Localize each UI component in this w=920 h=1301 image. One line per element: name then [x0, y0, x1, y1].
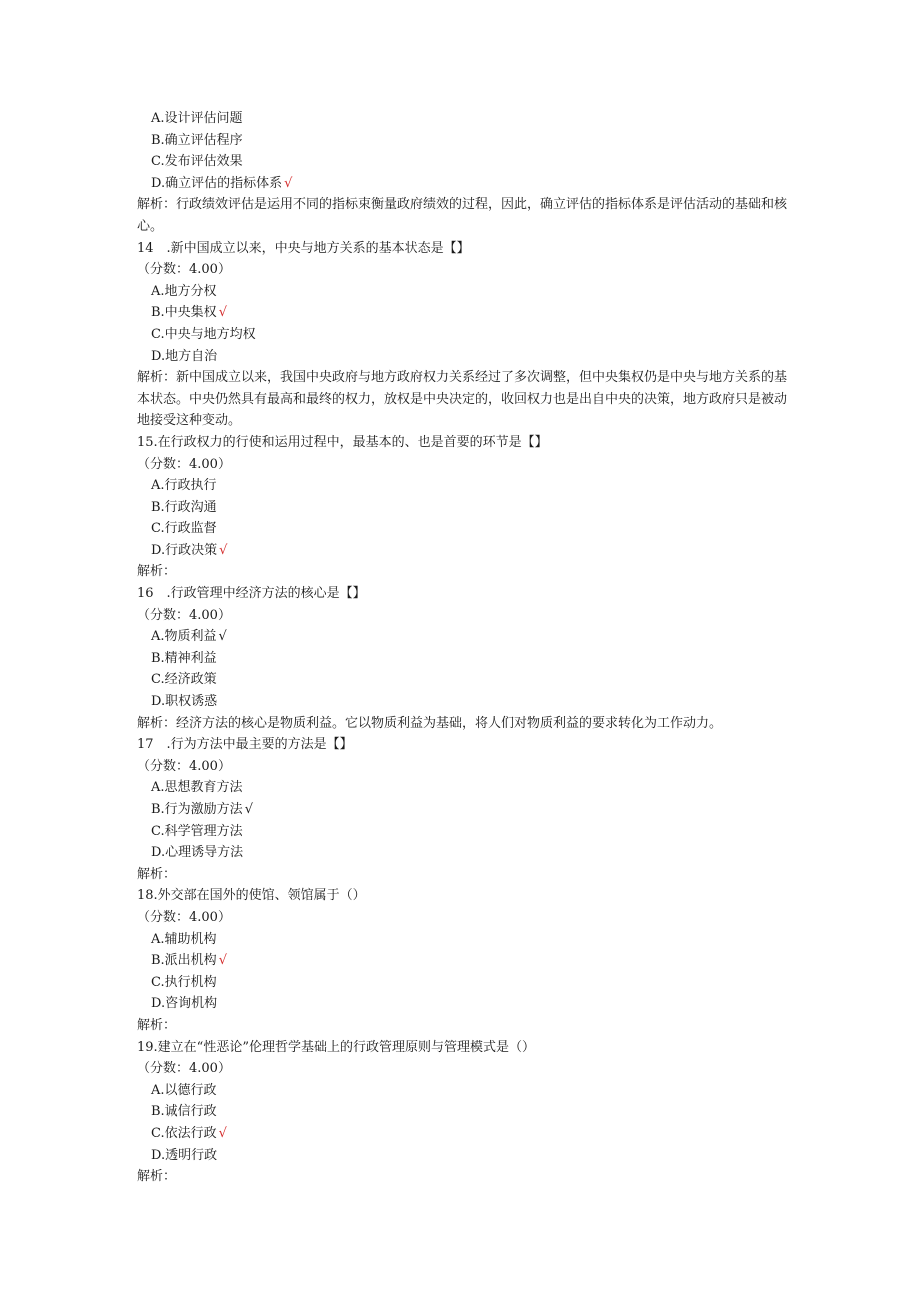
option-a: A.以德行政 — [151, 1082, 217, 1098]
question-16 — [137, 583, 787, 734]
question-title: 19.建立在“性恶论”伦理哲学基础上的行政管理原则与管理模式是（） — [137, 1039, 535, 1055]
option-b: B.中央集权 √ — [151, 305, 227, 321]
option-c: C.发布评估效果 — [151, 154, 243, 170]
analysis-text: 解析： — [137, 1169, 177, 1185]
question-title: 18.外交部在国外的使馆、领馆属于（） — [137, 888, 366, 904]
correct-check-icon: √ — [218, 1125, 227, 1141]
option-a: A.物质利益 √ — [151, 629, 227, 645]
question-title: 16 .行政管理中经济方法的核心是【】 — [137, 586, 366, 602]
option-d: D.心理诱导方法 — [151, 845, 244, 861]
question-18 — [137, 885, 787, 1036]
correct-check-icon: √ — [219, 542, 228, 558]
option-a: A.思想教育方法 — [151, 780, 243, 796]
question-score: （分数：4.00） — [137, 1061, 231, 1077]
option-b: B.确立评估程序 — [151, 132, 243, 148]
question-title: 17 .行为方法中最主要的方法是【】 — [137, 737, 353, 753]
correct-check-icon: √ — [218, 953, 227, 969]
option-d: D.职权诱惑 — [151, 694, 218, 710]
option-d: D.地方自治 — [151, 348, 218, 364]
question-score: （分数：4.00） — [137, 262, 231, 278]
exam-document — [137, 108, 787, 1188]
option-c: C.经济政策 — [151, 672, 217, 688]
question-score: （分数：4.00） — [137, 909, 231, 925]
question-title: 15.在行政权力的行使和运用过程中，最基本的、也是首要的环节是【】 — [137, 434, 548, 450]
option-b: B.行政沟通 — [151, 499, 217, 515]
correct-check-icon: √ — [218, 629, 227, 645]
question-17 — [137, 734, 787, 885]
option-c: C.依法行政 √ — [151, 1125, 227, 1141]
option-c: C.行政监督 — [151, 521, 217, 537]
option-d: D.行政决策 √ — [151, 542, 228, 558]
option-d: D.咨询机构 — [151, 996, 218, 1012]
question-14 — [137, 238, 787, 432]
question-13-continuation — [137, 108, 787, 238]
option-a: A.辅助机构 — [151, 931, 217, 947]
question-title: 14 .新中国成立以来，中央与地方关系的基本状态是【】 — [137, 240, 470, 256]
option-b: B.行为激励方法 √ — [151, 802, 253, 817]
option-b: B.诚信行政 — [151, 1104, 217, 1120]
correct-check-icon: √ — [284, 175, 293, 191]
analysis-text: 解析：行政绩效评估是运用不同的指标束衡量政府绩效的过程，因此，确立评估的指标体系是评估活动的基础和核心。 — [137, 197, 788, 234]
analysis-text: 解析： — [137, 564, 177, 580]
option-c: C.执行机构 — [151, 974, 217, 990]
question-score: （分数：4.00） — [137, 456, 231, 472]
question-19 — [137, 1037, 787, 1188]
correct-check-icon: √ — [244, 802, 253, 817]
analysis-text: 解析： — [137, 866, 177, 882]
option-c: C.中央与地方均权 — [151, 326, 256, 342]
option-c: C.科学管理方法 — [151, 823, 243, 839]
option-a: A.行政执行 — [151, 478, 217, 494]
question-score: （分数：4.00） — [137, 607, 231, 623]
analysis-text: 解析： — [137, 1017, 177, 1033]
option-b: B.派出机构 √ — [151, 953, 227, 969]
correct-check-icon: √ — [218, 305, 227, 321]
option-a: A.设计评估问题 — [151, 111, 243, 126]
option-d: D.确立评估的指标体系 √ — [151, 175, 293, 191]
analysis-text: 解析：新中国成立以来，我国中央政府与地方政府权力关系经过了多次调整，但中央集权仍是中央与地方关系的基本状态。中央仍然具有最高和最终的权力，放权是中央决定的，收回权力也是出自中央的决策，地方政府只是被动地接受这种变动。 — [137, 370, 788, 429]
question-15 — [137, 432, 787, 583]
option-d: D.透明行政 — [151, 1147, 218, 1163]
question-score: （分数：4.00） — [137, 758, 231, 774]
analysis-text: 解析：经济方法的核心是物质利益。它以物质利益为基础，将人们对物质利益的要求转化为工作动力。 — [137, 715, 723, 731]
option-b: B.精神利益 — [151, 650, 217, 666]
option-a: A.地方分权 — [151, 283, 217, 299]
